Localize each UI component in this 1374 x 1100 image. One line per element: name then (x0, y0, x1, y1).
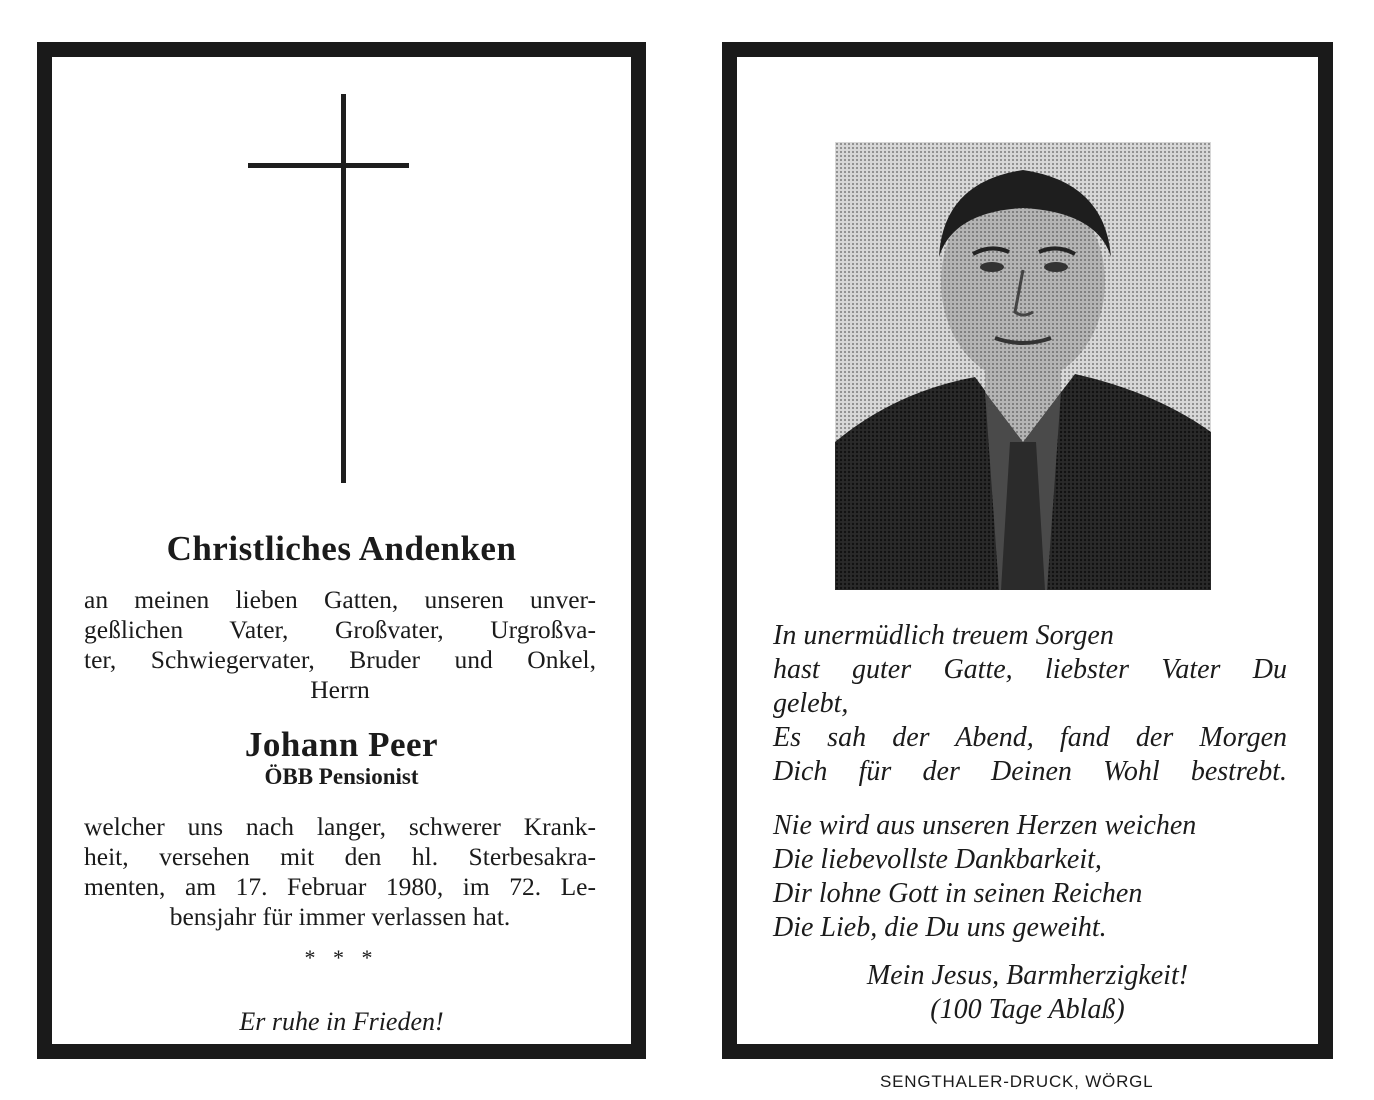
dedication-line: ter, Schwiegervater, Bruder und Onkel, (84, 645, 596, 674)
poem-line: hast guter Gatte, liebster Vater Du (773, 654, 1287, 685)
poem-stanza-1 (773, 619, 1287, 789)
prayer-text: Mein Jesus, Barmherzigkeit! (866, 960, 1189, 991)
prayer-block (767, 959, 1288, 1027)
poem-line: Es sah der Abend, fand der Morgen (773, 722, 1287, 753)
poem-line: In unermüdlich treuem Sorgen (773, 620, 1114, 651)
notice-line: bensjahr für immer verlassen hat. (169, 902, 511, 931)
poem-stanza-2 (773, 809, 1287, 945)
poem-line: gelebt, (773, 688, 849, 719)
deceased-occupation: ÖBB Pensionist (264, 764, 419, 789)
dedication-line: Herrn (310, 675, 370, 704)
poem-line: Nie wird aus unseren Herzen weichen (773, 810, 1197, 841)
memorial-card-front (37, 42, 646, 1059)
indulgence-text: (100 Tage Ablaß) (930, 994, 1125, 1025)
deceased-name: Johann Peer (244, 725, 439, 764)
memorial-card-back (722, 42, 1333, 1059)
card-title: Christliches Andenken (166, 529, 517, 568)
poem-line: Dich für der Deinen Wohl bestrebt. (773, 756, 1287, 787)
poem-line: Die Lieb, die Du uns geweiht. (773, 912, 1107, 943)
portrait-photo (835, 142, 1211, 590)
printer-imprint: SENGTHALER-DRUCK, WÖRGL (880, 1072, 1154, 1091)
separator-stars: * * * (304, 945, 379, 970)
notice-line: heit, versehen mit den hl. Sterbesakra- (84, 842, 596, 871)
dedication-line: geßlichen Vater, Großvater, Urgroßva- (84, 615, 596, 644)
poem-line: Dir lohne Gott in seinen Reichen (773, 878, 1143, 909)
closing-blessing: Er ruhe in Frieden! (239, 1007, 444, 1036)
poem-line: Die liebevollste Dankbarkeit, (773, 844, 1102, 875)
notice-line: menten, am 17. Februar 1980, im 72. Le- (84, 872, 596, 901)
notice-line: welcher uns nach langer, schwerer Krank- (84, 812, 596, 841)
dedication-text (84, 585, 596, 705)
death-notice-text (84, 812, 596, 932)
dedication-line: an meinen lieben Gatten, unseren unver- (84, 585, 596, 614)
